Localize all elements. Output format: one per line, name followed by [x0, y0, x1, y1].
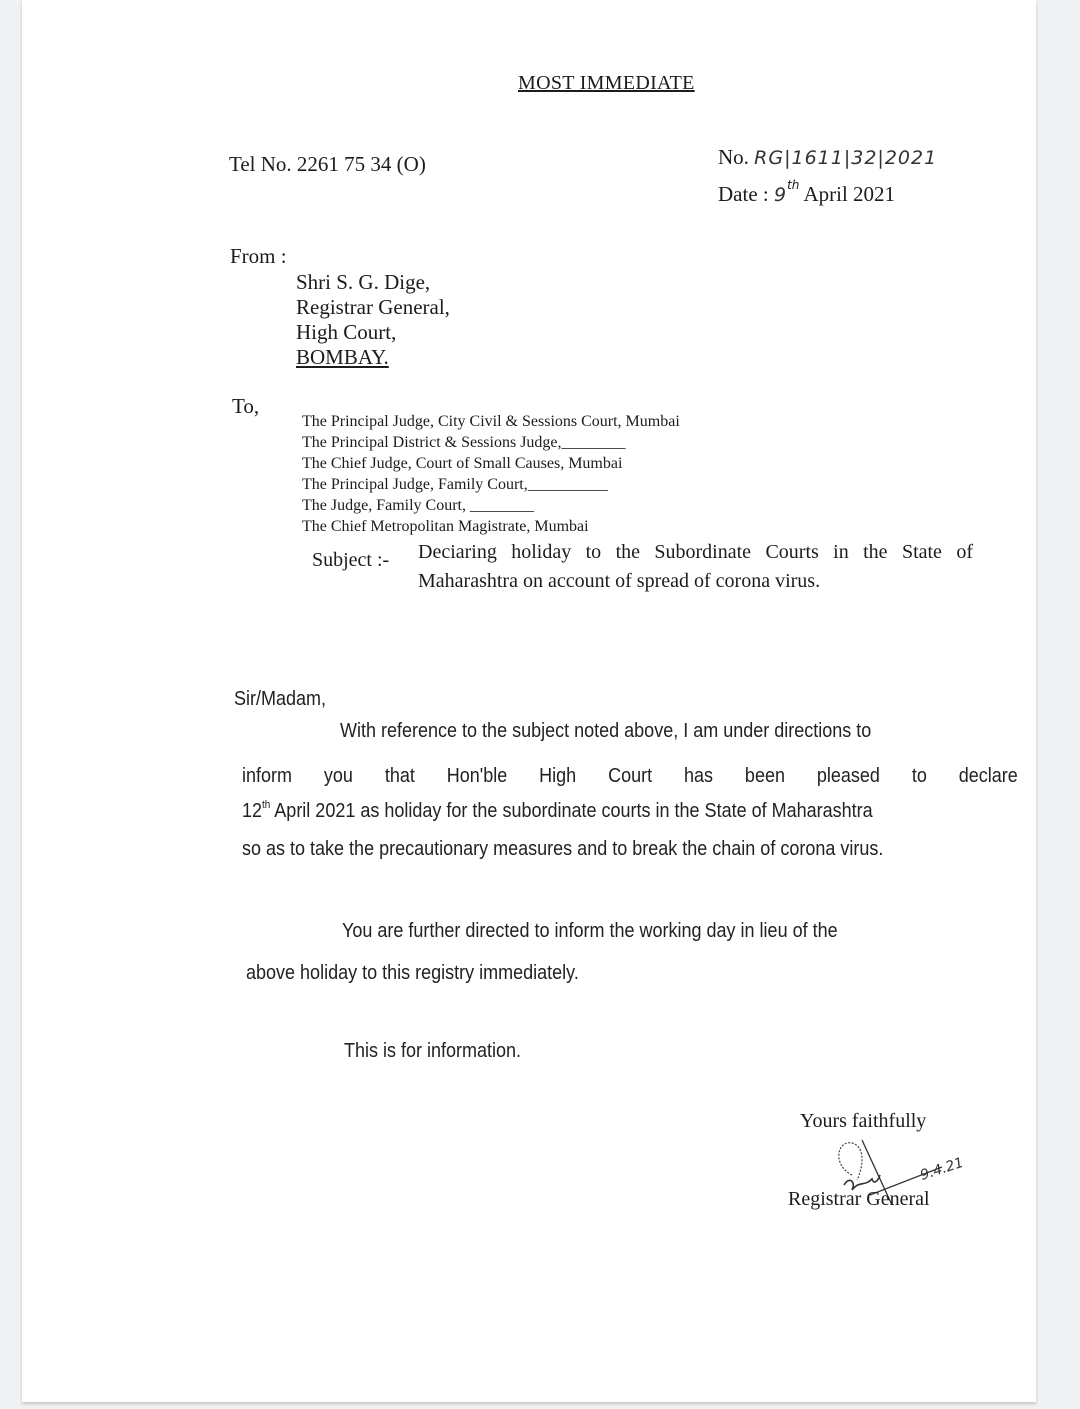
salutation: Sir/Madam, [234, 688, 327, 710]
date-label: Date : [718, 182, 769, 206]
signatory-designation: Registrar General [788, 1188, 930, 1210]
sender-address [296, 270, 450, 370]
recipient-item: The Chief Metropolitan Magistrate, Mumbai [302, 518, 589, 535]
recipient-item: The Chief Judge, Court of Small Causes, Mumbai [302, 455, 623, 472]
date-rest: April 2021 [803, 182, 896, 206]
recipient-item: The Principal Judge, City Civil & Sessions Court, Mumbai [302, 413, 680, 430]
paragraph-1-line-3 [242, 800, 873, 823]
holiday-rest: April 2021 as holiday for the subordinate courts in the State of Maharashtra [270, 800, 873, 822]
recipient-item: The Judge, Family Court, ________ [302, 497, 534, 514]
sender-name: Shri S. G. Dige, [296, 270, 431, 294]
signature-date: 9.4.21 [918, 1154, 966, 1184]
holiday-day-suffix: th [262, 799, 271, 811]
from-label: From : [230, 244, 287, 268]
reference-label: No. [718, 145, 749, 169]
paragraph-2-line-2: above holiday to this registry immediately. [246, 962, 579, 984]
reference-number [718, 145, 937, 170]
paragraph-2-line-1: You are further directed to inform the working day in lieu of the [342, 920, 838, 942]
priority-heading: MOST IMMEDIATE [518, 72, 695, 94]
sender-designation: Registrar General, [296, 295, 450, 319]
reference-value: RG|1611|32|2021 [754, 147, 938, 169]
sender-city: BOMBAY. [296, 345, 389, 369]
subject-label: Subject :- [312, 549, 390, 571]
sender-office: High Court, [296, 320, 397, 344]
paragraph-1-line-2: inform you that Hon'ble High Court has been pleased to declare [242, 765, 1018, 787]
paragraph-1-line-4: so as to take the precautionary measures and to break the chain of corona virus. [242, 838, 884, 860]
paragraph-1-line-1: With reference to the subject noted above, I am under directions to [340, 720, 872, 742]
subject-text: Deciaring holiday to the Subordinate Courts in the State of Maharashtra on account of spread of corona virus. [418, 541, 973, 592]
valediction: Yours faithfully [800, 1110, 927, 1132]
date-day: 9 [773, 184, 788, 206]
holiday-day: 12 [242, 800, 263, 822]
telephone-number: Tel No. 2261 75 34 (O) [229, 152, 426, 176]
letter-date [718, 178, 896, 207]
letter-page [22, 0, 1036, 1402]
to-label: To, [232, 394, 260, 418]
paragraph-3: This is for information. [344, 1040, 522, 1062]
recipient-item: The Principal Judge, Family Court,__________ [302, 476, 608, 493]
date-suffix: th [787, 178, 800, 192]
recipient-item: The Principal District & Sessions Judge,________ [302, 434, 626, 451]
recipient-list [302, 411, 680, 537]
